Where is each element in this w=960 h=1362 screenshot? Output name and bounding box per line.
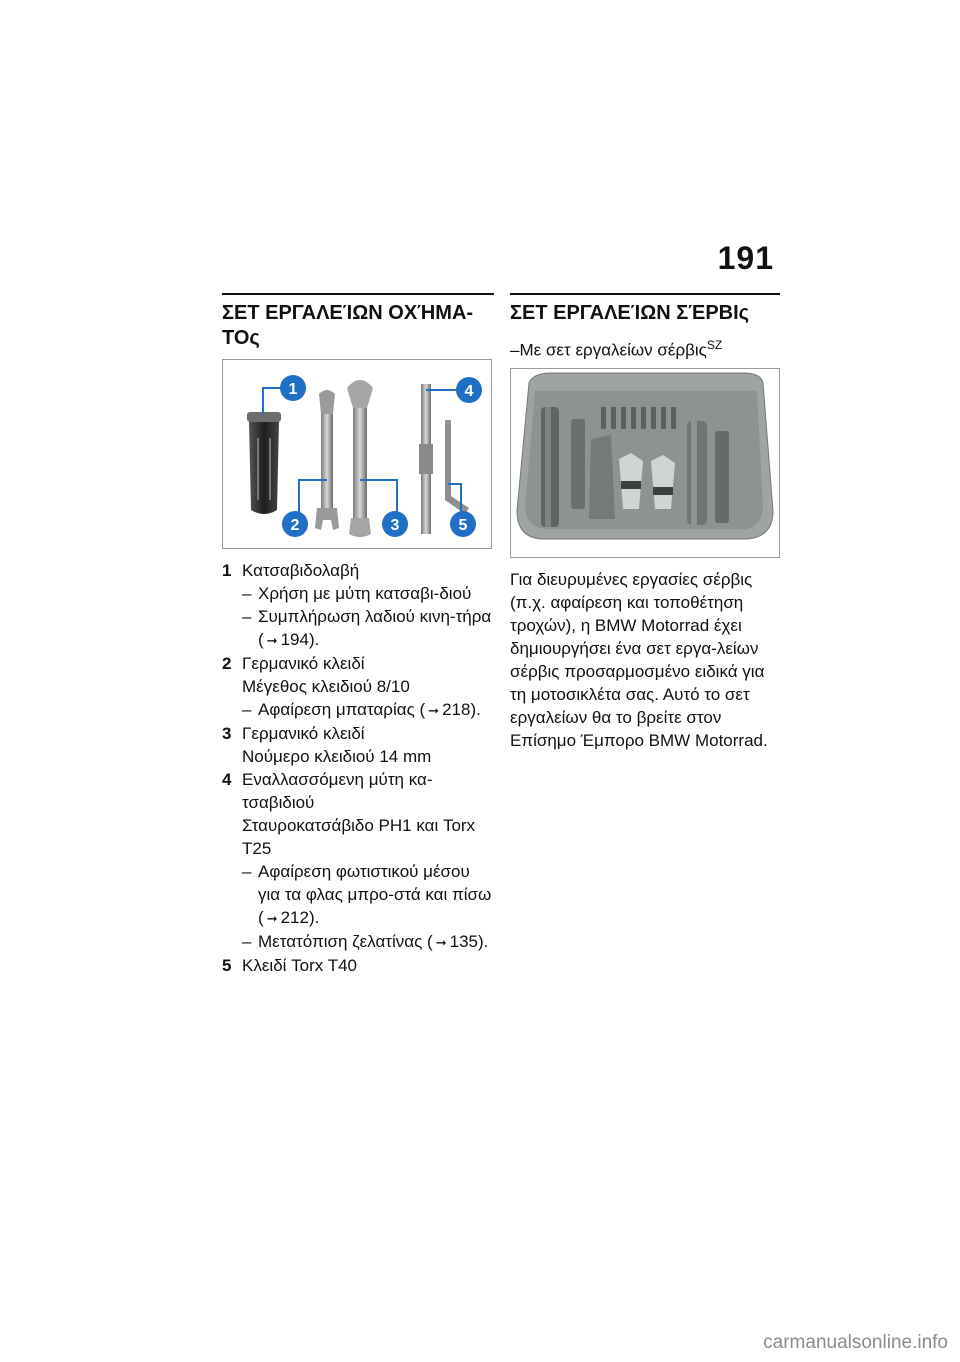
option-text: Με σετ εργαλείων σέρβις	[519, 340, 707, 360]
dash: –	[242, 932, 252, 951]
tool-item-number: 2	[222, 654, 232, 673]
screwdriver-handle-tool	[247, 412, 281, 514]
tool-item-bullet	[242, 698, 494, 722]
tool-item-body	[242, 954, 494, 977]
svg-text:5: 5	[458, 517, 468, 534]
svg-text:4: 4	[464, 383, 474, 400]
bullet-label: Συμπλήρωση λαδιού κινη-τήρα	[258, 607, 492, 626]
svg-text:2: 2	[290, 517, 300, 534]
service-toolkit-option	[510, 334, 780, 362]
small-wrench-tool	[315, 390, 339, 530]
divider	[510, 293, 780, 295]
ref-open: (	[258, 908, 264, 927]
left-column	[222, 293, 494, 977]
vehicle-toolkit-heading: ΣΕΤ ΕΡΓΑΛΕΊΩΝ ΟΧΉΜΑ-ΤΟς	[222, 302, 474, 349]
callout-1	[280, 375, 306, 401]
right-column	[510, 293, 780, 752]
dash: –	[242, 862, 252, 881]
tool-item-title: Κατσαβιδολαβή	[242, 561, 360, 580]
tool-item	[222, 954, 494, 977]
svg-text:3: 3	[390, 517, 400, 534]
option-code: SZ	[706, 338, 723, 352]
arrow-right-icon: ➞	[266, 633, 278, 648]
tool-item-number: 1	[222, 561, 232, 580]
service-toolkit-figure	[510, 368, 780, 558]
svg-text:1: 1	[288, 381, 298, 398]
tool-item-title: Εναλλασσόμενη μύτη κα-τσαβιδιού	[242, 770, 433, 812]
tool-item-bullet	[242, 605, 494, 652]
dash: –	[242, 607, 252, 626]
bullet-text	[258, 930, 488, 954]
bullet-label: Μετατόπιση ζελατίνας	[258, 932, 423, 951]
tool-item-body	[242, 768, 494, 954]
bullet-text	[258, 582, 471, 605]
bullet-text	[258, 698, 481, 722]
bullet-text	[258, 860, 494, 930]
tool-item-bullet	[242, 930, 494, 954]
page-number: 191	[717, 240, 774, 276]
vehicle-toolkit-figure	[222, 359, 492, 549]
tool-item	[222, 652, 494, 722]
dash: –	[510, 340, 520, 360]
tool-item-number: 5	[222, 956, 232, 975]
ref-open: (	[258, 630, 264, 649]
callout-2	[282, 511, 308, 537]
tool-item-body	[242, 559, 494, 652]
callout-5	[450, 511, 476, 537]
arrow-right-icon: ➞	[428, 703, 440, 718]
tool-item-number: 3	[222, 724, 232, 743]
tool-item-spec: Μέγεθος κλειδιού 8/10	[242, 677, 410, 696]
bullet-label: Αφαίρεση φωτιστικού μέσου για τα φλας μπρο-στά και πίσω	[258, 862, 492, 904]
bullet-label: Αφαίρεση μπαταρίας	[258, 700, 415, 719]
arrow-right-icon: ➞	[266, 911, 278, 926]
screwdriver-bit-tool	[419, 384, 433, 534]
tool-item-number: 4	[222, 770, 232, 789]
page-reference-link[interactable]: 212).	[280, 908, 320, 927]
page-reference-link[interactable]: 194).	[280, 630, 320, 649]
bullet-label: Χρήση με μύτη κατσαβι-διού	[258, 584, 472, 603]
watermark: carmanualsonline.info	[763, 1332, 948, 1353]
callout-4	[456, 377, 482, 403]
bullet-text	[258, 605, 494, 652]
divider	[222, 293, 494, 295]
tool-item-body	[242, 652, 494, 722]
page-reference-link[interactable]: 135).	[449, 932, 489, 951]
toolkit-illustration	[223, 360, 491, 548]
callout-3	[382, 511, 408, 537]
tool-item-body	[242, 722, 494, 768]
tool-list	[222, 559, 494, 977]
service-toolkit-description: Για διευρυμένες εργασίες σέρβις (π.χ. αφαίρεση και τοποθέτηση τροχών), η BMW Motorrad έχει δημιουργήσει ένα σετ εργα-λείων σέρβις προσαρμοσμένο ειδικά για τη μοτοσικλέτα σας. Αυτό το σετ εργαλείων θα το βρείτε στον Επίσημο Έμπορο BMW Motorrad.	[510, 569, 768, 750]
dash: –	[242, 584, 252, 603]
tool-item	[222, 722, 494, 768]
torx-key-tool	[445, 420, 469, 514]
tool-item-title: Γερμανικό κλειδί	[242, 724, 365, 743]
tool-item-title: Γερμανικό κλειδί	[242, 654, 365, 673]
tool-item-bullet	[242, 582, 494, 605]
large-wrench-tool	[347, 380, 373, 537]
tool-item	[222, 559, 494, 652]
dash: –	[242, 700, 252, 719]
tool-item	[222, 768, 494, 954]
page-reference-link[interactable]: 218).	[442, 700, 481, 719]
ref-open: (	[422, 932, 433, 951]
service-toolkit-heading: ΣΕΤ ΕΡΓΑΛΕΊΩΝ ΣΈΡΒΙς	[510, 302, 750, 324]
tool-item-title: Κλειδί Torx T40	[242, 956, 357, 975]
arrow-right-icon: ➞	[435, 935, 447, 950]
tool-item-bullet	[242, 860, 494, 930]
ref-open: (	[414, 700, 426, 719]
tool-item-spec: Νούμερο κλειδιού 14 mm	[242, 747, 432, 766]
service-kit-illustration	[511, 369, 779, 557]
tool-item-spec: Σταυροκατσάβιδο PH1 και Torx T25	[242, 816, 476, 858]
